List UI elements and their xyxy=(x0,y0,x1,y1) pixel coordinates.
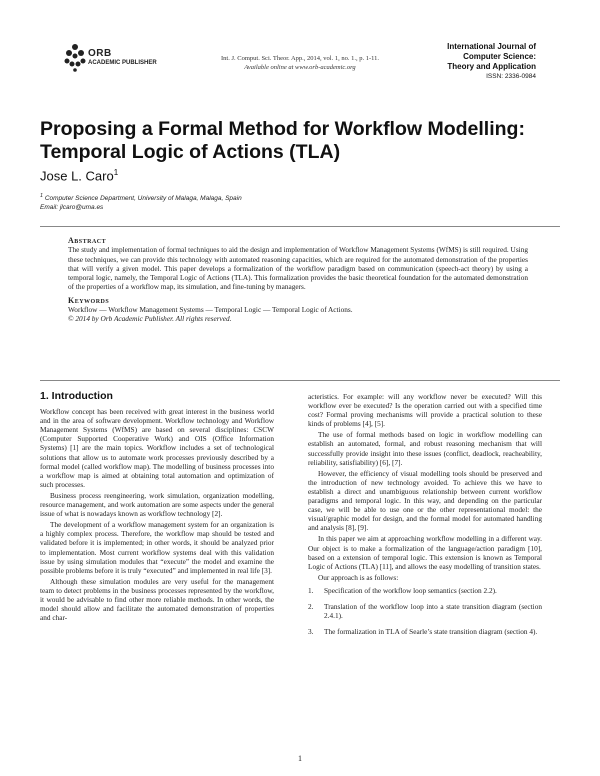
publisher-subtitle: ACADEMIC PUBLISHER xyxy=(88,60,157,66)
list-item-text: Specification of the workflow loop semantics (section 2.2). xyxy=(324,585,497,595)
paper-title xyxy=(40,118,570,164)
right-column xyxy=(308,392,542,643)
publisher-logo xyxy=(64,42,164,76)
paragraph: Workflow concept has been received with great interest in the business world and in the area of software development. Workflow technology and Workflow Management Systems (WfMS) are based on several disciplines: CSCW (Computer Supported Cooperative Work) and OIS (Office Information Systems) [1] are the main topics. Workflow includes a set of technological solutions that allow us to automate work processes previously described by a formal model (called workflow map). The modelling of business processes into a workflow map is aimed at obtaining total automation and optimization of such processes. xyxy=(40,407,274,489)
list-item xyxy=(308,586,542,595)
list-item xyxy=(308,627,542,636)
abstract-bottom-rule xyxy=(40,380,560,381)
author-email: Email: jlcaro@uma.es xyxy=(40,204,104,212)
abstract-heading: Abstract xyxy=(68,236,107,245)
list-item-number: 2. xyxy=(308,601,314,611)
abstract-block xyxy=(68,236,528,324)
title-line-1: Proposing a Formal Method for Workflow Modelling: xyxy=(40,118,525,140)
citation-text: Int. J. Comput. Sci. Theor. App., 2014, vol. 1, no. 1., p. 1-11. xyxy=(221,55,379,62)
approach-list xyxy=(308,586,542,636)
paragraph: Although these simulation modules are very useful for the management team to detect problems in the business processes represented by the workflow, it would be advisable to find other more reliable methods. In other words, the model should allow and facilitate the automated demonstration of properties and char- xyxy=(40,576,274,623)
list-item xyxy=(308,602,542,620)
keywords-heading: Keywords xyxy=(68,295,110,305)
paragraph: However, the efficiency of visual modelling tools should be preserved and the introduction of new technology avoided. To achieve this we have to establish a direct and unambiguous relationship between current workflow paradigms and temporal logic. In this way, and depending on the particular case, we will be able to use one or the other representational model: the visual/graphic model for design, and the formal model for automated handling and analysis [8], [9]. xyxy=(308,468,542,533)
paragraph: Our approach is as follows: xyxy=(318,572,399,582)
journal-line-1: International Journal of xyxy=(447,42,536,51)
author xyxy=(40,168,118,183)
affiliation-superscript: 1 xyxy=(40,193,44,199)
copyright-notice: © 2014 by Orb Academic Publisher. All rights reserved. xyxy=(68,314,232,324)
page-header xyxy=(0,40,600,80)
abstract-top-rule xyxy=(40,226,560,227)
citation-block xyxy=(200,54,400,72)
page-number: 1 xyxy=(298,754,302,763)
paragraph: acteristics. For example: will any workflow never be executed? Will this workflow ever be executed? Is the operation carried out with a specified time cost? Formal proving mechanisms will provide a practical solution to these kinds of problems [4], [5]. xyxy=(308,392,542,429)
introduction-heading: 1. Introduction xyxy=(40,390,113,402)
paragraph: Business process reengineering, work simulation, organization modelling, resource management, and work automation are some aspects under the general issue of what is nowadays known as workflow technology [2]. xyxy=(40,490,274,519)
affiliation-text: Computer Science Department, University of Malaga, Malaga, Spain xyxy=(44,195,242,203)
list-item-text: The formalization in TLA of Searle’s state transition diagram (section 4). xyxy=(324,627,538,637)
list-item-text: Translation of the workflow loop into a state transition diagram (section 2.4.1). xyxy=(324,601,542,621)
abstract-text: The study and implementation of formal techniques to aid the design and implementation of Workflow Management Systems (WfMS) is still required. Using these techniques, we can provide this technology with automated reasoning capacities, which are required for the automated demonstration of the properties that will verify a given model. This paper develops a formalization of the workflow paradigm based on communication (speech-act theory) by using a temporal logic, namely, the Temporal Logic of Actions (TLA). This formalization provides the basic theoretical foundation for the automated demonstration of the properties of a workflow map, its simulation, and fine-tuning by managers. xyxy=(68,245,528,292)
list-item-number: 3. xyxy=(308,627,314,637)
affiliation xyxy=(40,192,242,212)
title-line-2: Temporal Logic of Actions (TLA) xyxy=(40,141,341,163)
orb-logo-icon xyxy=(64,42,86,72)
paragraph: The development of a workflow management system for an organization is a highly complex process. Therefore, the workflow map should be tested and validated before it is implemented; in other words, it should be analyzed prior to implementation. Most current workflow systems deal with this validation issue by using simulation modules that “execute” the model and examine the possible problems before it is truly “executed” and implemented in real life [3]. xyxy=(40,520,274,575)
journal-name xyxy=(396,42,536,82)
paragraph: The use of formal methods based on logic in workflow modelling can establish an automated, formal, and robust reasoning mechanism that will successfully provide insight into these issues (conflict, deadlock, reacheability, reliability, satisfiability) [6], [7]. xyxy=(308,430,542,467)
journal-issn: ISSN: 2336-0984 xyxy=(486,73,536,80)
journal-line-2: Computer Science: xyxy=(463,52,536,61)
availability-text: Available online at www.orb-academic.org xyxy=(244,64,356,71)
journal-line-3: Theory and Application xyxy=(447,62,536,71)
left-column xyxy=(40,392,274,624)
author-name: Jose L. Caro xyxy=(40,168,114,184)
author-superscript: 1 xyxy=(113,168,119,177)
paragraph: In this paper we aim at approaching workflow modelling in a different way. Our object is to make a formalization of the language/action paradigm [10], based on a extension of temporal logic. This extension is known as Temporal Logic of Actions (TLA) [11], and allows the easy modelling of transition states. xyxy=(308,534,542,571)
keywords-text: Workflow — Workflow Management Systems — Temporal Logic — Temporal Logic of Actions. xyxy=(68,305,353,315)
publisher-name: ORB xyxy=(88,48,112,59)
list-item-number: 1. xyxy=(308,585,314,595)
